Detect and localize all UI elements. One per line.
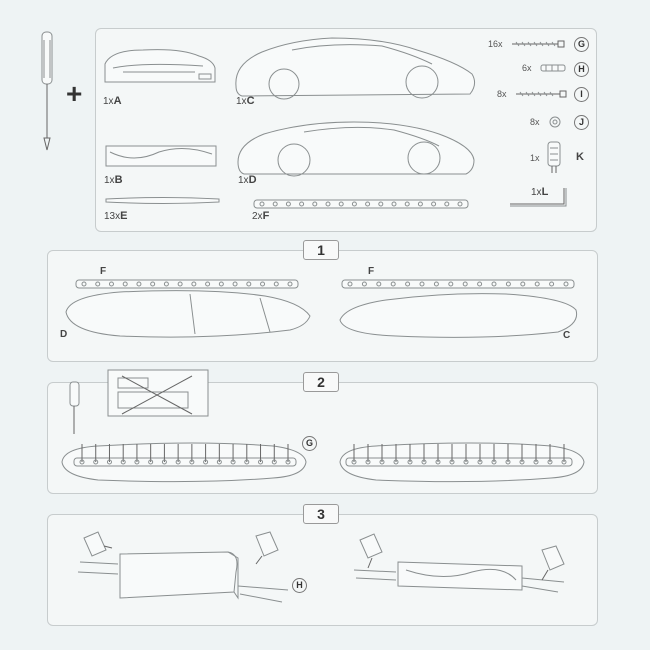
wall-plug-icon: [545, 140, 563, 176]
long-screw-icon: [510, 39, 568, 49]
step-1-right-drawing: [336, 270, 586, 342]
step-1-number: 1: [303, 240, 339, 260]
plus-sign: +: [66, 78, 83, 109]
part-f-label: 2xF: [252, 210, 270, 222]
cam-lock-icon: [548, 115, 564, 129]
part-a-drawing: [103, 42, 218, 92]
part-e-label: 13xE: [104, 210, 128, 222]
screwdriver-icon: [38, 30, 58, 155]
part-b-label: 1xB: [104, 174, 123, 186]
step-1-label-d: D: [60, 329, 68, 340]
hardware-k-label: K: [576, 151, 584, 163]
step-2-label-g: G: [302, 436, 317, 451]
hardware-i-badge: I: [574, 87, 589, 102]
step-3-number: 3: [303, 504, 339, 524]
step-2-number: 2: [303, 372, 339, 392]
no-power-drill-warning: [106, 368, 212, 420]
step-1-label-f-right: F: [368, 266, 375, 277]
step-1-label-f-left: F: [100, 266, 107, 277]
step-1-left-drawing: [60, 270, 315, 342]
allen-key-icon: [508, 184, 570, 208]
step-2-right-drawing: [336, 436, 588, 488]
part-f-drawing: [252, 198, 472, 210]
screw-icon: [514, 89, 568, 99]
part-a-label: 1xA: [103, 95, 122, 107]
step-3-left-drawing: [78, 528, 308, 614]
step-1-label-c: C: [563, 330, 571, 341]
hardware-h-badge: H: [574, 62, 589, 77]
part-c-label: 1xC: [236, 95, 255, 107]
step-3-label-h: H: [292, 578, 307, 593]
part-e-drawing: [104, 196, 222, 206]
hardware-g-badge: G: [574, 37, 589, 52]
step-2-screwdriver-icon: [66, 380, 84, 440]
step-3-right-drawing: [352, 528, 582, 614]
hardware-l-label: 1xL: [531, 186, 549, 198]
hardware-j-badge: J: [574, 115, 589, 130]
part-b-drawing: [104, 142, 219, 172]
part-c-drawing: [232, 34, 482, 102]
part-d-label: 1xD: [238, 174, 257, 186]
part-d-drawing: [234, 114, 482, 178]
dowel-icon: [540, 64, 568, 72]
step-2-left-drawing: [58, 436, 310, 488]
